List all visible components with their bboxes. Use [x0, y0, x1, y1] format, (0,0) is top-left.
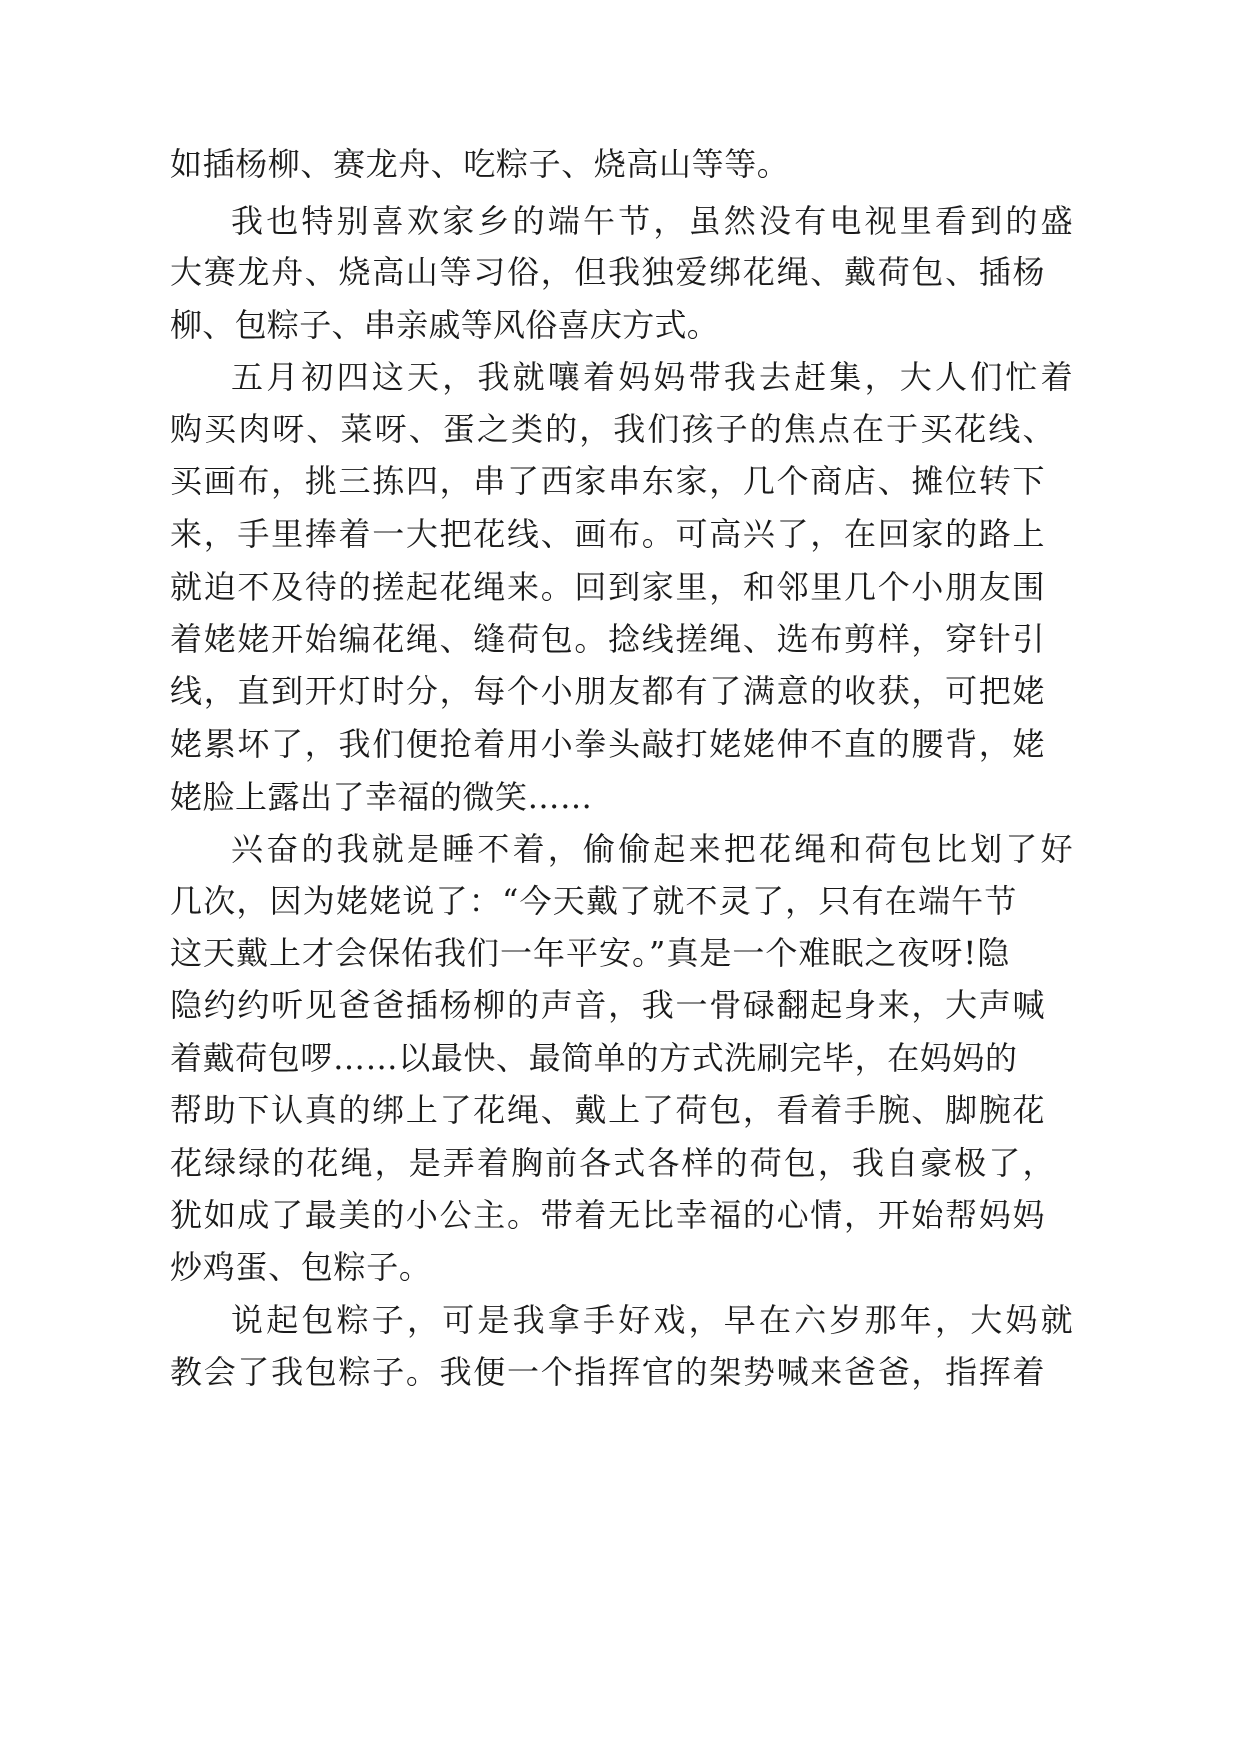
text-line: 线，直到开灯时分，每个小朋友都有了满意的收获，可把姥: [170, 672, 1047, 710]
text-line: 买画布，挑三拣四，串了西家串东家，几个商店、摊位转下: [170, 462, 1047, 500]
text-line: 姥脸上露出了幸福的微笑……: [170, 778, 593, 816]
text-line: 大赛龙舟、烧高山等习俗，但我独爱绑花绳、戴荷包、插杨: [170, 253, 1047, 291]
text-line: 如插杨柳、赛龙舟、吃粽子、烧高山等等。: [170, 145, 790, 183]
text-line: 兴奋的我就是睡不着，偷偷起来把花绳和荷包比划了好: [231, 830, 1076, 868]
text-line: 犹如成了最美的小公主。带着无比幸福的心情，开始帮妈妈: [170, 1196, 1047, 1234]
text-line: 花绿绿的花绳，是弄着胸前各式各样的荷包，我自豪极了，: [170, 1144, 1057, 1182]
text-line: 购买肉呀、菜呀、蛋之类的，我们孩子的焦点在于买花线、: [170, 410, 1057, 448]
text-line: 这天戴上才会保佑我们一年平安。”真是一个难眠之夜呀!隐: [170, 934, 1011, 972]
text-line: 教会了我包粽子。我便一个指挥官的架势喊来爸爸，指挥着: [170, 1353, 1047, 1391]
text-line: 隐约约听见爸爸插杨柳的声音，我一骨碌翻起身来，大声喊: [170, 986, 1047, 1024]
text-line: 来，手里捧着一大把花线、画布。可高兴了，在回家的路上: [170, 515, 1047, 553]
text-line: 几次，因为姥姥说了：“今天戴了就不灵了，只有在端午节: [170, 882, 1018, 920]
text-line: 说起包粽子，可是我拿手好戏，早在六岁那年，大妈就: [231, 1301, 1076, 1339]
text-line: 着姥姥开始编花绳、缝荷包。捻线搓绳、选布剪样，穿针引: [170, 620, 1047, 658]
text-line: 柳、包粽子、串亲戚等风俗喜庆方式。: [170, 306, 720, 344]
text-line: 就迫不及待的搓起花绳来。回到家里，和邻里几个小朋友围: [170, 568, 1047, 606]
text-line: 着戴荷包啰……以最快、最简单的方式洗刷完毕，在妈妈的: [170, 1039, 1018, 1077]
text-line: 帮助下认真的绑上了花绳、戴上了荷包，看着手腕、脚腕花: [170, 1091, 1047, 1129]
text-line: 我也特别喜欢家乡的端午节，虽然没有电视里看到的盛: [231, 202, 1076, 240]
text-line: 五月初四这天，我就嚷着妈妈带我去赶集，大人们忙着: [231, 358, 1076, 396]
text-line: 姥累坏了，我们便抢着用小拳头敲打姥姥伸不直的腰背，姥: [170, 725, 1047, 763]
text-line: 炒鸡蛋、包粽子。: [170, 1248, 432, 1286]
